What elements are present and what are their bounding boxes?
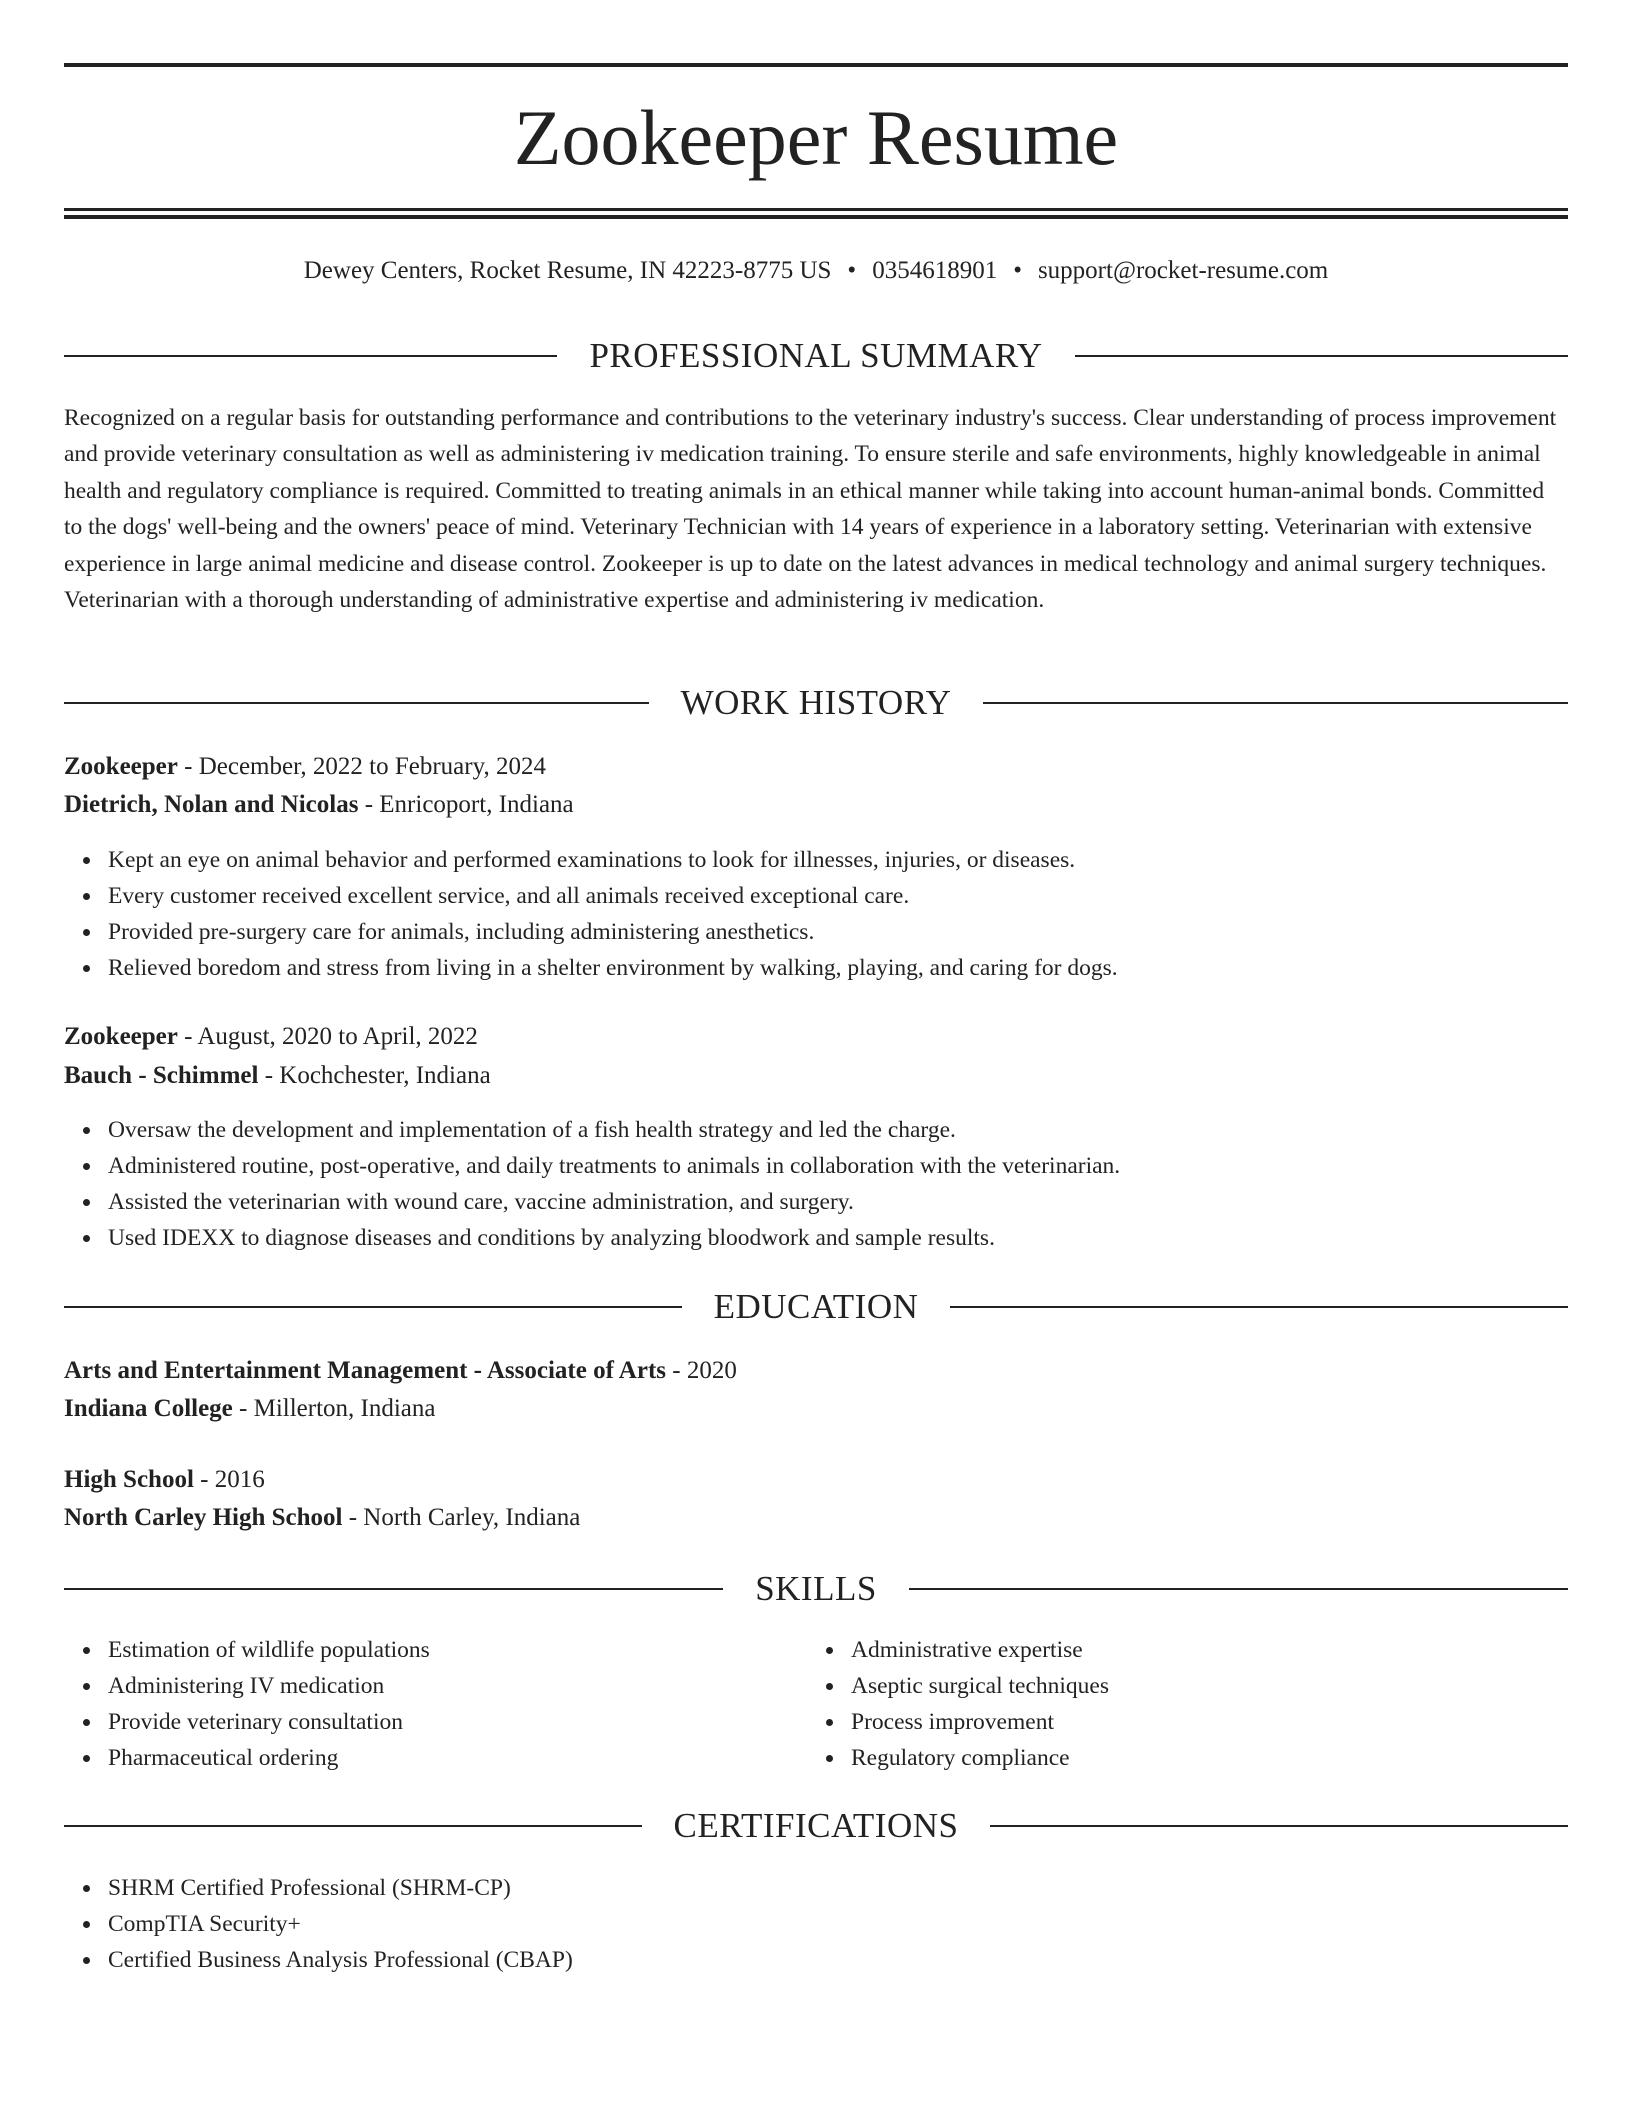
job-employer-line xyxy=(64,1057,1568,1095)
education-school-line xyxy=(64,1390,1568,1428)
list-item: Used IDEXX to diagnose diseases and conditions by analyzing bloodwork and sample results. xyxy=(108,1220,1568,1256)
job-employer-line xyxy=(64,786,1568,824)
job-title: Zookeeper xyxy=(64,1023,178,1050)
section-title: EDUCATION xyxy=(713,1287,919,1326)
contact-address: Dewey Centers, Rocket Resume, IN 42223-8775 US xyxy=(303,257,832,284)
section-title: CERTIFICATIONS xyxy=(673,1806,959,1845)
list-item: Process improvement xyxy=(851,1704,1632,1740)
section-heading-skills xyxy=(64,1567,1568,1611)
heading-rule xyxy=(990,1825,1568,1827)
skills-list-right xyxy=(851,1632,1632,1776)
list-item: Oversaw the development and implementation of a fish health strategy and led the charge. xyxy=(108,1112,1568,1148)
job-duties-list xyxy=(108,842,1568,986)
job-title-line xyxy=(64,1018,1568,1056)
section-title: SKILLS xyxy=(755,1569,877,1608)
heading-rule xyxy=(1075,355,1568,357)
list-item: Estimation of wildlife populations xyxy=(108,1632,1568,1668)
section-heading-work xyxy=(64,681,1568,725)
education-location: - North Carley, Indiana xyxy=(342,1504,581,1531)
heading-rule xyxy=(64,1825,642,1827)
job-location: - Kochchester, Indiana xyxy=(258,1062,491,1089)
title-rule-lower xyxy=(64,215,1568,219)
top-rule xyxy=(64,63,1568,67)
contact-separator: • xyxy=(1013,257,1022,284)
contact-separator: • xyxy=(847,257,857,284)
education-location: - Millerton, Indiana xyxy=(232,1395,436,1422)
heading-rule xyxy=(64,1306,682,1308)
section-heading-certifications xyxy=(64,1804,1568,1848)
summary-paragraph: Recognized on a regular basis for outstanding performance and contributions to the veterinary industry's success. Clear understanding of process improvement and provide veterinary consultation as well as administering iv medication training. To ensure sterile and safe environments, highly knowledgeable in animal health and regulatory compliance is required. Committed to treating animals in an ethical manner while taking into account human-animal bonds. Committed to the dogs' well-being and the owners' peace of mind. Veterinary Technician with 14 years of experience in a laboratory setting. Veterinarian with extensive experience in large animal medicine and disease control. Zookeeper is up to date on the latest advances in medical technology and animal surgery techniques. Veterinarian with a thorough understanding of administrative expertise and administering iv medication. xyxy=(64,405,1557,614)
education-degree-line xyxy=(64,1352,1568,1390)
contact-email: support@rocket-resume.com xyxy=(1037,257,1329,284)
education-school: Indiana College xyxy=(64,1395,233,1422)
list-item: Every customer received excellent service, and all animals received exceptional care. xyxy=(108,878,1568,914)
contact-line xyxy=(64,254,1568,288)
list-item: Pharmaceutical ordering xyxy=(108,1740,1568,1776)
heading-rule xyxy=(983,702,1568,704)
title-rule-upper xyxy=(64,208,1568,211)
list-item: Administered routine, post-operative, and daily treatments to animals in collaboration with the veterinarian. xyxy=(108,1148,1568,1184)
education-degree: Arts and Entertainment Management - Associate of Arts xyxy=(64,1357,667,1384)
education-year: - 2016 xyxy=(193,1466,265,1493)
heading-rule xyxy=(64,355,557,357)
job-dates: - August, 2020 to April, 2022 xyxy=(177,1023,478,1050)
list-item: Provided pre-surgery care for animals, including administering anesthetics. xyxy=(108,914,1568,950)
section-title: WORK HISTORY xyxy=(680,683,952,722)
list-item: Administrative expertise xyxy=(851,1632,1632,1668)
education-school: North Carley High School xyxy=(64,1504,343,1531)
certifications-list xyxy=(108,1870,1568,1978)
page-title: Zookeeper Resume xyxy=(513,94,1119,181)
heading-rule xyxy=(950,1306,1568,1308)
heading-rule xyxy=(64,702,649,704)
section-title: PROFESSIONAL SUMMARY xyxy=(589,336,1043,375)
job-location: - Enricoport, Indiana xyxy=(358,791,574,818)
heading-rule xyxy=(909,1588,1568,1590)
list-item: Certified Business Analysis Professional (CBAP) xyxy=(108,1942,1568,1978)
section-heading-summary xyxy=(64,334,1568,378)
list-item: Regulatory compliance xyxy=(851,1740,1632,1776)
education-year: - 2020 xyxy=(666,1357,737,1384)
education-degree: High School xyxy=(64,1466,194,1493)
list-item: CompTIA Security+ xyxy=(108,1906,1568,1942)
heading-rule xyxy=(64,1588,723,1590)
list-item: Relieved boredom and stress from living in a shelter environment by walking, playing, and caring for dogs. xyxy=(108,950,1568,986)
list-item: Aseptic surgical techniques xyxy=(851,1668,1632,1704)
section-heading-education xyxy=(64,1285,1568,1329)
education-degree-line xyxy=(64,1461,1568,1499)
list-item: Provide veterinary consultation xyxy=(108,1704,1568,1740)
list-item: Administering IV medication xyxy=(108,1668,1568,1704)
job-employer: Bauch - Schimmel xyxy=(64,1062,259,1089)
list-item: SHRM Certified Professional (SHRM-CP) xyxy=(108,1870,1568,1906)
job-title: Zookeeper xyxy=(64,753,178,780)
contact-phone: 0354618901 xyxy=(872,257,998,284)
job-dates: - December, 2022 to February, 2024 xyxy=(177,753,546,780)
job-duties-list xyxy=(108,1112,1568,1256)
list-item: Kept an eye on animal behavior and performed examinations to look for illnesses, injuries, or diseases. xyxy=(108,842,1568,878)
list-item: Assisted the veterinarian with wound care, vaccine administration, and surgery. xyxy=(108,1184,1568,1220)
job-title-line xyxy=(64,748,1568,786)
education-school-line xyxy=(64,1499,1568,1537)
job-employer: Dietrich, Nolan and Nicolas xyxy=(64,791,359,818)
